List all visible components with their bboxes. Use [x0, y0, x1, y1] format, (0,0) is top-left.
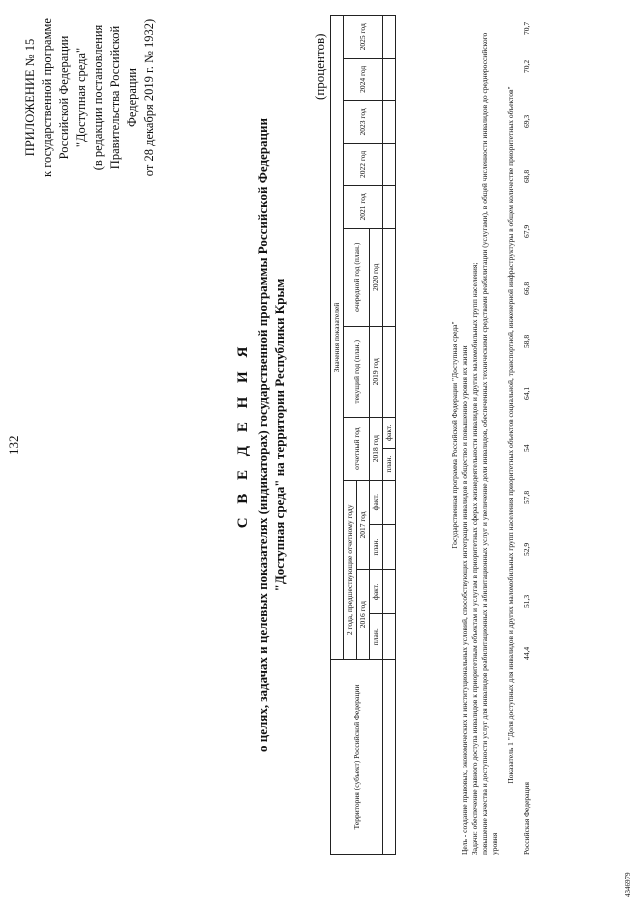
spacer — [383, 186, 396, 229]
value-2017-plan: 52,9 — [522, 542, 531, 556]
plan-2018: план. — [383, 448, 396, 480]
table-body-text — [450, 15, 536, 855]
appendix-block — [22, 10, 158, 185]
year-2021-header: 2021 год — [344, 186, 383, 229]
indicator-title: Показатель 1 "Доля доступных для инвалидов и других маломобильных групп населения приоритетных объектов социальной, транспортной, инженерной инфраструктуры в общем количестве приоритетных объектов" — [506, 86, 515, 784]
value-2023: 69,3 — [522, 114, 531, 128]
spacer — [383, 326, 396, 417]
spacer — [383, 228, 396, 326]
tasks-text: Задачи: обеспечение равного доступа инвалидов к приоритетным объектам и услугам в приоритетных сферах жизнедеятельности инвалидов и других маломобильных групп населения; — [470, 262, 479, 855]
value-2024: 70,2 — [522, 59, 531, 73]
spacer — [383, 524, 396, 570]
value-2018-plan: 54 — [522, 444, 531, 452]
value-2017-fact: 57,8 — [522, 490, 531, 504]
value-2020: 66,8 — [522, 281, 531, 295]
value-2025: 70,7 — [522, 21, 531, 35]
spacer — [383, 480, 396, 524]
units-label: (процентов) — [312, 33, 327, 100]
indicator-table-header — [330, 15, 396, 855]
tasks-text-2: повышение качества и доступности услуг для инвалидов реабилитационных и абилитационных услуг и увеличение доли инвалидов, обеспеченных техническими средствами реабилитации (услугами), в общей численности инвалидов до среднероссийского уровня — [480, 32, 499, 855]
value-2016-plan: 44,4 — [522, 646, 531, 660]
year-2016-header: 2016 год — [357, 570, 370, 660]
year-2020-header: 2020 год — [370, 228, 383, 326]
data-row — [522, 15, 536, 855]
year-2017-header: 2017 год — [357, 480, 370, 570]
document-title — [232, 35, 288, 835]
current-year-header: текущий год (план.) — [344, 326, 370, 417]
report-year-header: отчетный год — [344, 417, 370, 480]
spacer — [383, 101, 396, 144]
year-2023-header: 2023 год — [344, 101, 383, 144]
goal-text: Цель - создание правовых, экономических и институциональных условий, способствующих интеграции инвалидов в общество и повышению уровня их жизни — [460, 345, 469, 855]
title-line-2: "Доступная среда" на территории Республики Крым — [272, 278, 287, 592]
value-2021: 67,9 — [522, 224, 531, 238]
plan-2016: план. — [370, 614, 383, 660]
year-2022-header: 2022 год — [344, 143, 383, 186]
two-years-header: 2 года, предшествующие отчетному году — [344, 480, 357, 659]
spacer — [383, 570, 396, 614]
row-territory: Российская Федерация — [522, 782, 531, 855]
fact-2017: факт. — [370, 480, 383, 524]
value-2016-fact: 51,3 — [522, 594, 531, 608]
values-header: Значения показателей — [331, 16, 344, 660]
value-2019: 58,8 — [522, 334, 531, 348]
appendix-line: от 28 декабря 2019 г. № 1932) — [142, 18, 156, 177]
appendix-line: Российской Федерации — [57, 35, 71, 160]
spacer — [383, 143, 396, 186]
spacer — [383, 16, 396, 59]
appendix-line: ПРИЛОЖЕНИЕ № 15 — [23, 38, 37, 157]
appendix-line: "Доступная среда" — [74, 47, 88, 148]
title-main: С В Е Д Е Н И Я — [235, 341, 251, 529]
next-year-header: очередной год (план.) — [344, 228, 370, 326]
year-2018-header: 2018 год — [370, 417, 383, 480]
spacer — [383, 58, 396, 101]
appendix-line: Правительства Российской Федерации — [108, 25, 139, 170]
fact-2018: факт. — [383, 417, 396, 448]
year-2024-header: 2024 год — [344, 58, 383, 101]
title-line-1: о целях, задачах и целевых показателях (индикаторах) государственной программы Российской Федерации — [255, 117, 270, 753]
plan-2017: план. — [370, 524, 383, 570]
page-number: 132 — [6, 435, 21, 455]
fact-2016: факт. — [370, 570, 383, 614]
year-2019-header: 2019 год — [370, 326, 383, 417]
value-2022: 68,8 — [522, 169, 531, 183]
territory-spacer — [383, 660, 396, 855]
year-2025-header: 2025 год — [344, 16, 383, 59]
appendix-line: (в редакции постановления — [91, 24, 105, 171]
territory-header: Территория (субъект) Российской Федерации — [331, 660, 383, 855]
document-id: 4346979 — [624, 872, 632, 897]
appendix-line: к государственной программе — [40, 18, 54, 177]
program-row: Государственная программа Российской Федерации "Доступная среда" — [450, 321, 459, 549]
spacer — [383, 614, 396, 660]
value-2018-fact: 64,1 — [522, 386, 531, 400]
